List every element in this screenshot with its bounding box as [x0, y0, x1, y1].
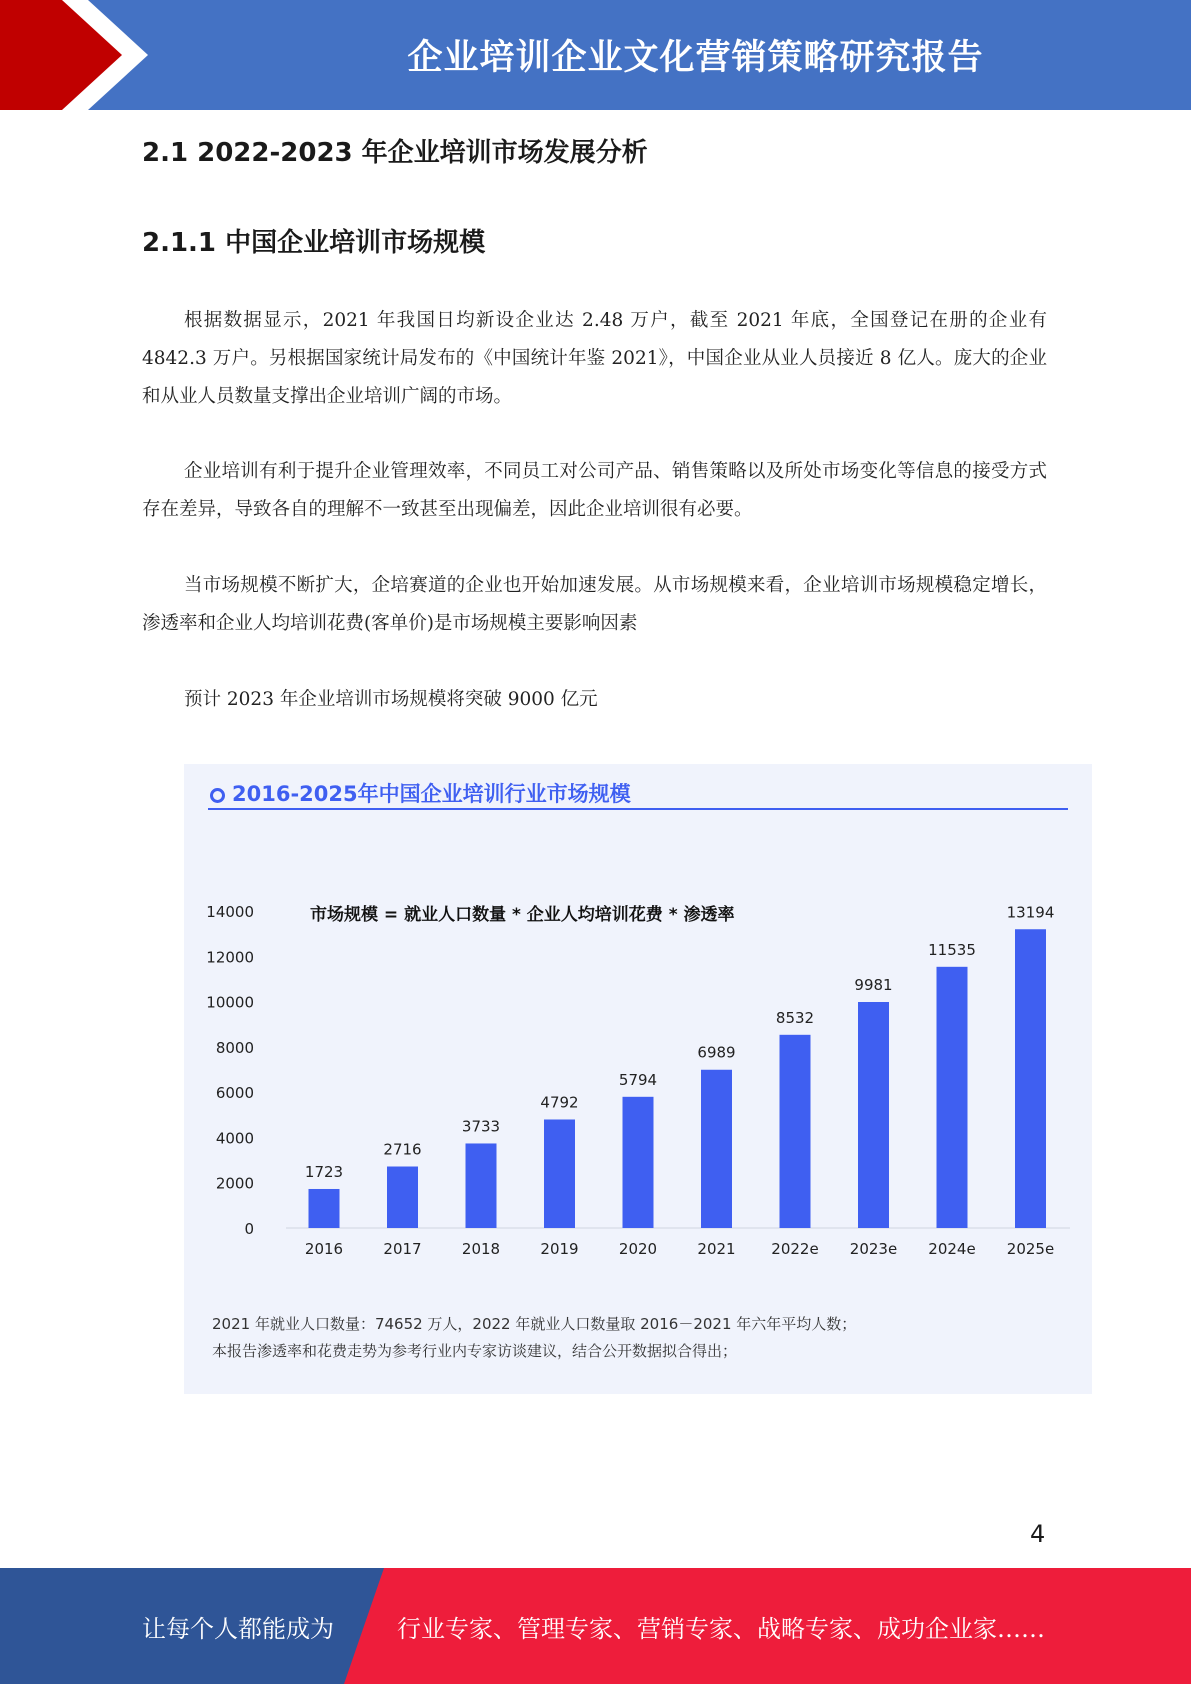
circle-bullet-icon [210, 788, 225, 803]
x-tick-label: 2022e [771, 1240, 819, 1258]
page-number: 4 [1030, 1520, 1046, 1548]
data-label: 11535 [928, 940, 976, 959]
data-label: 4792 [540, 1093, 579, 1112]
bar [387, 1167, 418, 1228]
chart-title: 2016-2025年中国企业培训行业市场规模 [232, 782, 631, 806]
y-tick-label: 12000 [206, 948, 254, 967]
data-label: 9981 [854, 976, 893, 995]
data-label: 13194 [1006, 903, 1055, 922]
bar [858, 1002, 889, 1228]
bar [1015, 929, 1046, 1228]
section-heading: 2.1 2022-2023 年企业培训市场发展分析 [142, 138, 648, 168]
bar [309, 1189, 340, 1228]
header-arrow-decoration [0, 0, 170, 110]
data-label: 6989 [697, 1043, 736, 1062]
chart-formula-annotation: 市场规模 = 就业人口数量 * 企业人均培训花费 * 渗透率 [310, 905, 735, 925]
document-title: 企业培训企业文化营销策略研究报告 [407, 38, 984, 78]
chart-notes [212, 1311, 856, 1365]
bar [937, 967, 968, 1228]
paragraph: 企业培训有利于提升企业管理效率，不同员工对公司产品、销售策略以及所处市场变化等信息的接受方式存在差异，导致各自的理解不一致甚至出现偏差，因此企业培训很有必要。 [142, 461, 1047, 520]
y-tick-label: 8000 [215, 1038, 254, 1057]
bar [780, 1035, 811, 1228]
bar [544, 1119, 575, 1228]
paragraph: 预计 2023 年企业培训市场规模将突破 9000 亿元 [184, 689, 598, 710]
x-tick-label: 2016 [304, 1240, 344, 1258]
page-footer [0, 1568, 1191, 1684]
x-tick-label: 2020 [618, 1240, 658, 1258]
data-label: 2716 [383, 1140, 422, 1159]
data-label: 1723 [304, 1162, 344, 1181]
chart-note: 2021 年就业人口数量：74652 万人，2022 年就业人口数量取 2016－2021 年六年平均人数； [212, 1315, 857, 1333]
x-tick-label: 2018 [461, 1240, 501, 1258]
data-label: 3733 [461, 1117, 501, 1136]
bar [623, 1097, 654, 1228]
footer-slogan-right: 行业专家、管理专家、营销专家、战略专家、成功企业家…… [397, 1614, 1045, 1643]
paragraph: 当市场规模不断扩大，企培赛道的企业也开始加速发展。从市场规模来看，企业培训市场规模稳定增长，渗透率和企业人均培训花费(客单价)是市场规模主要影响因素 [142, 575, 1047, 634]
footer-slogan-left: 让每个人都能成为 [142, 1614, 334, 1643]
page-header [0, 0, 1191, 110]
y-tick-label: 0 [244, 1220, 254, 1238]
paragraph: 根据数据显示，2021 年我国日均新设企业达 2.48 万户，截至 2021 年底，全国登记在册的企业有 4842.3 万户。另根据国家统计局发布的《中国统计年鉴 2021》，中国企业从业人员接近 8 亿人。庞大的企业和从业人员数量支撑出企业培训广阔的市场。 [142, 310, 1047, 407]
subsection-heading: 2.1.1 中国企业培训市场规模 [142, 228, 486, 258]
chart-note: 本报告渗透率和花费走势为参考行业内专家访谈建议，结合公开数据拟合得出； [212, 1342, 738, 1360]
data-label: 5794 [618, 1070, 658, 1089]
y-tick-label: 14000 [206, 903, 254, 921]
data-label: 8532 [775, 1008, 815, 1027]
y-tick-label: 10000 [206, 993, 254, 1012]
y-tick-label: 4000 [215, 1129, 254, 1148]
y-tick-label: 6000 [215, 1084, 254, 1103]
x-tick-label: 2021 [697, 1240, 736, 1258]
x-tick-label: 2019 [540, 1240, 579, 1258]
y-tick-label: 2000 [215, 1174, 254, 1193]
bar-chart [184, 764, 1092, 1304]
market-size-chart-panel [184, 764, 1092, 1394]
x-tick-label: 2024e [928, 1240, 976, 1258]
x-tick-label: 2025e [1006, 1240, 1055, 1258]
chart-title-bar [208, 774, 1068, 810]
x-tick-label: 2017 [383, 1240, 422, 1258]
x-tick-label: 2023e [849, 1240, 898, 1258]
bar [466, 1143, 497, 1228]
bar [701, 1070, 732, 1228]
